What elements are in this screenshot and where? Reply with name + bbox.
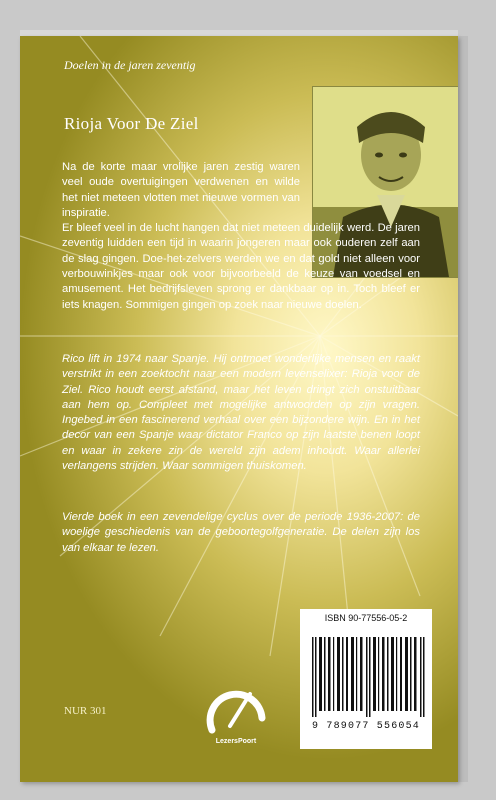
ean-number: 9 789077 556054 xyxy=(311,721,420,732)
barcode-icon xyxy=(310,637,426,717)
barcode-box xyxy=(300,609,432,749)
synopsis-paragraph: Rico lift in 1974 naar Spanje. Hij ontmoet wonderlijke mensen en raakt verstrikt in een zoektocht naar een modern levenselixer: Rioja voor de Ziel. Rico houdt eerst afstand, maar het leven dringt zich onstuitbaar aan hem op. Compleet met mogelijke antwoorden op zijn vragen. Ingebed in een fascinerend verhaal over een bijzondere wijn. En in het decor van een Spanje waar dictator Franco op zijn laatste benen loopt en waar in zekere zin de wereld zijn adem inhoudt. Waar allerlei verlangens strijden. Waar sommigen thuiskomen. xyxy=(62,353,420,473)
nur-code: NUR 301 xyxy=(64,705,107,717)
isbn-label: ISBN 90-77556-05-2 xyxy=(324,613,408,623)
intro-text-continued: Er bleef veel in de lucht hangen dat niet meteen duidelijk werd. De jaren zeventig luidden een tijd in waarin jongeren maar ook ouderen zelf aan de slag gingen. Doe-het-zelvers werden we en dat gold niet alleen voor verbouwinkjes maar ook voor bijvoorbeeld de keuze van voedsel en amusement. Het bedrijfsleven sprong er dankbaar op in. Toch bleef er iets knagen. Sommigen gingen op zoek naar nieuwe doelen. xyxy=(62,222,420,311)
series-note-paragraph: Vierde boek in een zevendelige cyclus over de periode 1936-2007: de woelige geschiedenis van de geboortegolfgeneratie. De delen zijn los van elkaar te lezen. xyxy=(62,511,420,554)
intro-paragraph xyxy=(62,160,420,313)
book-side-edge xyxy=(458,36,468,782)
intro-text-beside-photo: Na de korte maar vrolijke jaren zestig waren veel oude overtuigingen verdwenen en wilde het niet meteen vlotten met nieuwe vormen van inspiratie. xyxy=(62,161,300,219)
publisher-name: LezersPoort xyxy=(215,738,257,745)
book-title: Rioja Voor De Ziel xyxy=(64,114,199,133)
series-line: Doelen in de jaren zeventig xyxy=(64,58,196,72)
